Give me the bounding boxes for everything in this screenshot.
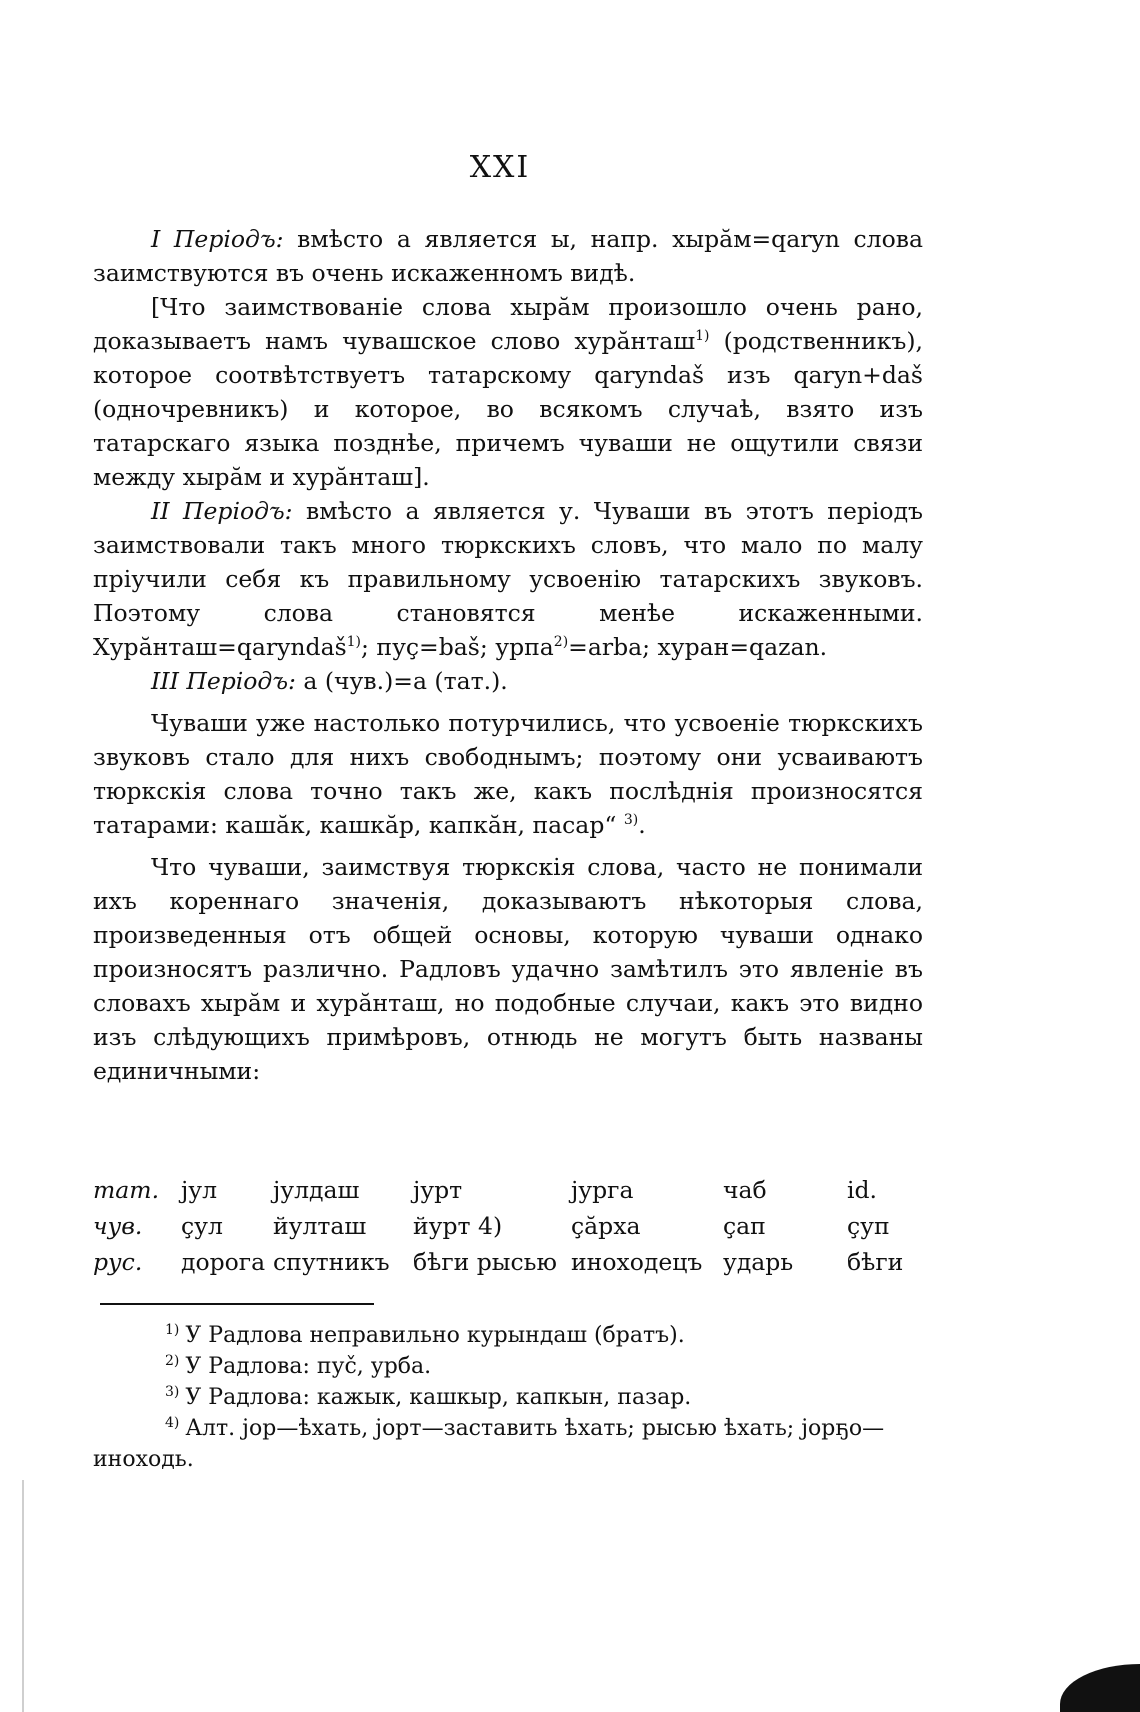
paragraph-text: ; пуç=baš; урпа [361, 633, 554, 661]
period-label: II Періодъ: [151, 497, 293, 525]
paragraph-text: вмѣсто а является ы, напр. хырӑм=qaryn слова заимствуются въ очень искаженномъ видѣ. [93, 225, 923, 287]
table-cell: jулдаш [273, 1176, 360, 1204]
table-row [93, 1172, 933, 1208]
footnote [93, 1382, 923, 1413]
footnote-mark: 1) [165, 1321, 180, 1338]
language-label: рус. [93, 1248, 143, 1276]
footnote-reference: 1) [346, 634, 362, 651]
paragraph-text: [Что заимствованіе слова хырӑм произошло очень рано, доказываетъ намъ чувашское слово хурӑнташ [93, 293, 923, 355]
table-cell: бѣги рысью [413, 1248, 557, 1276]
paragraph-text: . [638, 811, 646, 839]
paragraph-text: Чуваши уже настолько потурчились, что усвоеніе тюркскихъ звуковъ стало для нихъ свободнымъ; поэтому они усваиваютъ тюркскія слова точно такъ же, какъ послѣднія произносятся татарами: кашӑк, кашкӑр, капкӑн, пасар“ [93, 709, 923, 839]
footnote-text: У Радлова: кажык, кашкыр, капкын, пазар. [185, 1385, 692, 1410]
paragraph [93, 222, 923, 290]
footnote-reference: 1) [695, 328, 710, 345]
footnote-text: У Радлова: пуč, урба. [185, 1354, 432, 1379]
language-label: чув. [93, 1212, 143, 1240]
footnote-text: Алт. jор—ѣхать, jорт—заставить ѣхать; рысью ѣхать; jорҕо—иноходь. [93, 1416, 885, 1472]
paragraph [93, 706, 923, 842]
table-row [93, 1244, 933, 1280]
footnote [93, 1351, 923, 1382]
paragraph [93, 494, 923, 664]
table-cell: йулташ [273, 1212, 367, 1240]
table-cell: çул [181, 1212, 223, 1240]
paragraph [93, 664, 923, 698]
table-cell: ударь [723, 1248, 794, 1276]
language-label: тат. [93, 1176, 160, 1204]
scan-margin-line [22, 1480, 24, 1712]
period-label: III Періодъ: [151, 667, 296, 695]
word-comparison-table [93, 1172, 933, 1280]
table-cell: спутникъ [273, 1248, 390, 1276]
table-cell: ҫуп [847, 1212, 890, 1240]
footnote-mark: 4) [165, 1414, 180, 1431]
paragraph [93, 850, 923, 1088]
footnote-reference: 3) [623, 812, 639, 829]
paragraph-text: (родственникъ), которое соотвѣтствуетъ татарскому qaryndaš изъ qaryn+daš (одночревникъ) и которое, во всякомъ случаѣ, взято изъ татарскаго языка позднѣе, причемъ чуваши не ощутили связи между хырӑм и хурӑнташ]. [93, 327, 923, 491]
page-number: XXI [469, 150, 531, 185]
table-cell: jул [181, 1176, 218, 1204]
table-cell: иноходецъ [571, 1248, 703, 1276]
table-cell: id. [847, 1176, 878, 1204]
footnote-divider [100, 1303, 374, 1305]
footnote-text: У Радлова неправильно курындаш (братъ). [185, 1323, 685, 1348]
footnotes [93, 1320, 923, 1475]
paragraph-text: =arba; хуран=qazan. [568, 633, 828, 661]
table-row [93, 1208, 933, 1244]
page-corner-shadow [1060, 1664, 1140, 1712]
footnote-reference: 2) [553, 634, 569, 651]
table-cell: çап [723, 1212, 766, 1240]
table-cell: чаб [723, 1176, 767, 1204]
period-label: I Періодъ: [151, 225, 284, 253]
table-cell: jурт [413, 1176, 463, 1204]
footnote-mark: 2) [165, 1352, 180, 1369]
paragraph-text: вмѣсто а является у. Чуваши въ этотъ періодъ заимствовали такъ много тюркскихъ словъ, что мало по малу пріучили себя къ правильному усвоенію татарскихъ звуковъ. Поэтому слова становятся менѣе искаженными. Хурӑнташ=qaryndaš [93, 497, 923, 661]
table-cell: йурт 4) [413, 1212, 503, 1240]
footnote-mark: 3) [165, 1383, 180, 1400]
footnote [93, 1320, 923, 1351]
paragraph-text: а (чув.)=а (тат.). [295, 667, 508, 695]
main-text [93, 222, 923, 1088]
table-cell: дорога [181, 1248, 266, 1276]
table-cell: jурга [571, 1176, 634, 1204]
footnote [93, 1413, 923, 1475]
paragraph-text: Что чуваши, заимствуя тюркскія слова, часто не понимали ихъ кореннаго значенія, доказываютъ нѣкоторыя слова, произведенныя отъ общей основы, которую чуваши однако произносятъ различно. Радловъ удачно замѣтилъ это явленіе въ словахъ хырӑм и хурӑнташ, но подобные случаи, какъ это видно изъ слѣдующихъ примѣровъ, отнюдь не могутъ быть названы единичными: [93, 853, 923, 1085]
table-cell: çӑрха [571, 1212, 641, 1240]
paragraph [93, 290, 923, 494]
table-cell: бѣги [847, 1248, 904, 1276]
